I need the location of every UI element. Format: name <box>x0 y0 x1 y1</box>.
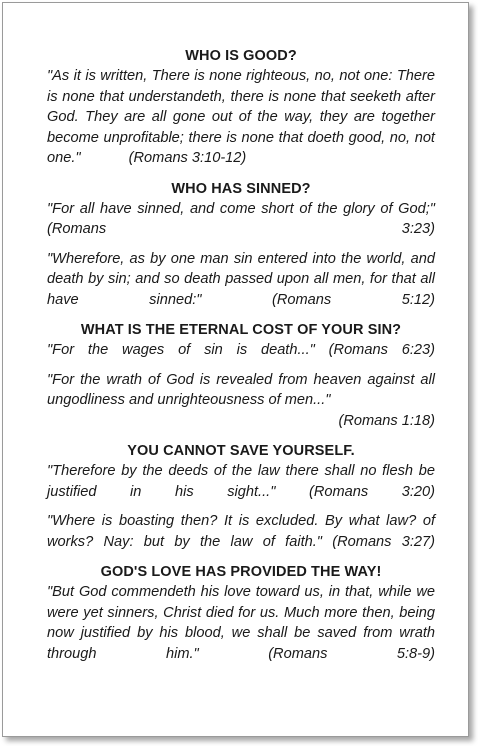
scripture-reference: (Romans 3:27) <box>332 533 435 550</box>
section-cannot-save-yourself <box>47 442 435 552</box>
quote-text: "As it is written, There is none righteous, no, not one: There is none that understandeth, there is none that seeketh after God. They are all gone out of the way, they are together become unprofitable; there is none that doeth good, no, not one." <box>47 68 435 166</box>
tract-content <box>47 47 435 664</box>
scripture-reference: (Romans 5:8-9) <box>268 645 435 662</box>
scripture-quote <box>47 582 435 664</box>
quote-text: "Therefore by the deeds of the law there shall no flesh be justified in his sight..." <box>47 463 435 500</box>
scripture-quote <box>47 249 435 311</box>
section-heading: WHO HAS SINNED? <box>171 180 311 197</box>
quote-text: "For all have sinned, and come short of the glory of God;" <box>47 200 435 217</box>
quote-text: "Wherefore, as by one man sin entered into the world, and death by sin; and so death passed upon all men, for that all have sinned:" <box>47 250 435 308</box>
section-gods-love <box>47 563 435 664</box>
scripture-reference: (Romans 3:23) <box>47 221 435 237</box>
scripture-quote <box>47 370 435 411</box>
tract-card <box>2 2 469 737</box>
section-heading: WHAT IS THE ETERNAL COST OF YOUR SIN? <box>80 322 402 338</box>
quote-text: "Where is boasting then? It is excluded. By what law? of works? Nay: but by the law of faith." <box>47 513 435 550</box>
scripture-quote <box>47 461 435 502</box>
section-heading: GOD'S LOVE HAS PROVIDED THE WAY! <box>100 564 382 580</box>
scripture-reference: (Romans 5:12) <box>271 291 435 308</box>
scripture-quote <box>47 340 435 361</box>
section-who-has-sinned <box>47 180 435 311</box>
scripture-reference: (Romans 6:23) <box>328 342 435 358</box>
scripture-quote <box>47 66 435 169</box>
scripture-quote <box>47 199 435 240</box>
scripture-quote <box>47 511 435 552</box>
quote-text: "For the wrath of God is revealed from heaven against all ungodliness and unrighteousness of men..." <box>47 371 435 408</box>
section-who-is-good <box>47 47 435 169</box>
scripture-reference: (Romans 1:18) <box>338 412 435 429</box>
scripture-reference: (Romans 3:10-12) <box>128 150 247 166</box>
quote-text: "But God commendeth his love toward us, in that, while we were yet sinners, Christ died for us. Much more then, being now justified by his blood, we shall be saved from wrath through him." <box>47 584 435 662</box>
section-heading: YOU CANNOT SAVE YOURSELF. <box>127 443 355 459</box>
quote-text: "For the wages of sin is death..." <box>47 342 315 358</box>
scripture-reference: (Romans 3:20) <box>308 483 435 500</box>
section-eternal-cost <box>47 321 435 431</box>
section-heading: WHO IS GOOD? <box>185 48 297 64</box>
